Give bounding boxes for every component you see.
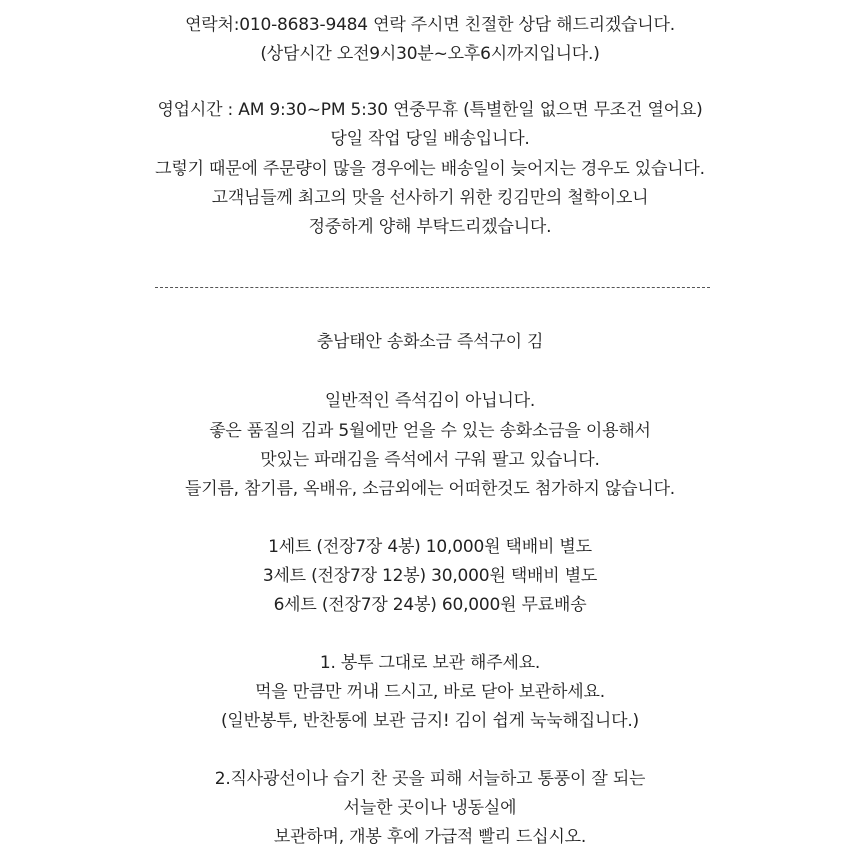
same-day-shipping-line: 당일 작업 당일 배송입니다. xyxy=(330,129,530,149)
storage-tip-1-detail: 먹을 만큼만 꺼내 드시고, 바로 닫아 보관하세요. xyxy=(255,682,605,702)
business-hours-line: 영업시간 : AM 9:30~PM 5:30 연중무휴 (특별한일 없으면 무조건 열어요) xyxy=(157,100,703,120)
philosophy-line: 고객님들께 최고의 맛을 선사하기 위한 킹김만의 철학이오니 xyxy=(211,188,649,208)
dashed-divider xyxy=(155,287,710,288)
apology-line: 정중하게 양해 부탁드리겠습니다. xyxy=(308,217,552,237)
price-line-3set: 3세트 (전장7장 12봉) 30,000원 택배비 별도 xyxy=(262,566,598,586)
product-desc-line-1: 일반적인 즉석김이 아닙니다. xyxy=(324,391,536,411)
contact-line: 연락처:010-8683-9484 연락 주시면 친절한 상담 해드리겠습니다. xyxy=(185,15,675,35)
product-desc-line-4: 들기름, 참기름, 옥배유, 소금외에는 어떠한것도 첨가하지 않습니다. xyxy=(184,479,676,499)
product-title: 충남태안 송화소금 즉석구이 김 xyxy=(316,332,544,352)
storage-tip-2-detail: 보관하며, 개봉 후에 가급적 빨리 드십시오. xyxy=(273,827,587,847)
storage-tip-1-warning: (일반봉투, 반찬통에 보관 금지! 김이 쉽게 눅눅해집니다.) xyxy=(221,711,639,731)
storage-tip-1: 1. 봉투 그대로 보관 해주세요. xyxy=(319,653,541,673)
storage-tip-2: 2.직사광선이나 습기 찬 곳을 피해 서늘하고 통풍이 잘 되는 xyxy=(214,769,646,789)
price-line-1set: 1세트 (전장7장 4봉) 10,000원 택배비 별도 xyxy=(268,537,592,557)
product-desc-line-2: 좋은 품질의 김과 5월에만 얻을 수 있는 송화소금을 이용해서 xyxy=(209,421,651,441)
consult-hours-line: (상담시간 오전9시30분~오후6시까지입니다.) xyxy=(260,44,600,64)
storage-tip-2-location: 서늘한 곳이나 냉동실에 xyxy=(343,798,517,818)
product-desc-line-3: 맛있는 파래김을 즉석에서 구워 팔고 있습니다. xyxy=(260,450,600,470)
price-line-6set: 6세트 (전장7장 24봉) 60,000원 무료배송 xyxy=(273,595,587,615)
shipping-delay-line: 그렇기 때문에 주문량이 많을 경우에는 배송일이 늦어지는 경우도 있습니다. xyxy=(155,159,705,179)
